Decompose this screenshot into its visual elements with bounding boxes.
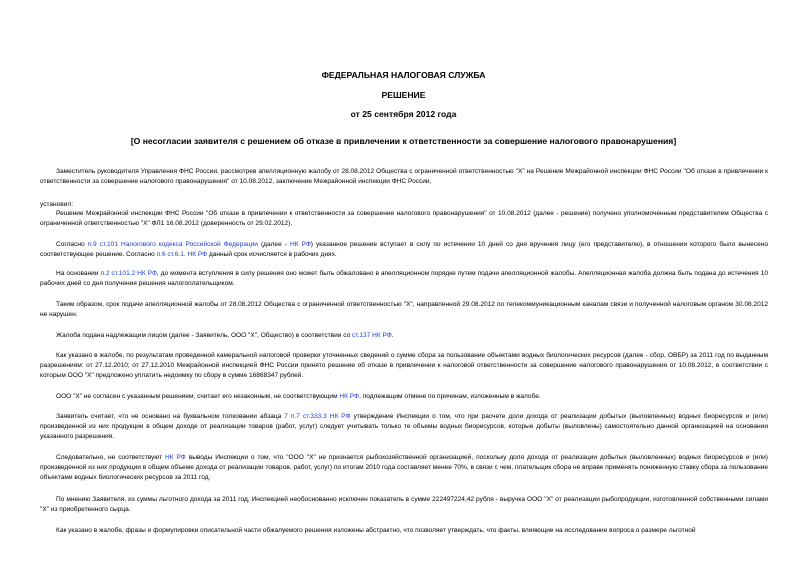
agency-title: ФЕДЕРАЛЬНАЯ НАЛОГОВАЯ СЛУЖБА — [321, 70, 486, 80]
document-date: от 25 сентября 2012 года — [350, 109, 457, 119]
text-segment: Следовательно, не соответствуют — [56, 454, 166, 461]
link-p2-art101-2[interactable]: п.2 ст.101.2 НК РФ — [100, 270, 157, 277]
link-nk-rf[interactable]: НК РФ — [289, 241, 311, 248]
paragraph-entry-into-force — [40, 240, 768, 260]
text-segment: , подлежащим отмене по причинам, изложенным в жалобе. — [359, 393, 541, 400]
link-nk-rf-3[interactable]: НК РФ — [165, 454, 186, 461]
text-segment: данный срок исчисляется в рабочих днях. — [207, 251, 337, 259]
paragraph-intro: Заместитель руководителя Управления ФНС России, рассмотрев апелляционную жалобу от 28.08.2012 Общества с ограниченной ответственностью "X" на Решение Межрайонной инспекции ФНС России "Об отказе в привлечении к ответственности за совершение налогового правонарушения" от 10.08.2012, заключение Межрайонной инспекции ФНС России, — [40, 168, 768, 186]
text-segment: утверждение Инспекции о том, что при расчете доли дохода от реализации добытых (выловленных) водных биоресурсов и (или) произведенной из них продукции в общем доходе от реализации товаров (работ, услуг) следует учитывать только те объемы водных биоресурсов, которые добыты (выловлены) самостоятельно данной организацией на основании указанного разрешения. — [40, 413, 768, 441]
text-segment: Согласно — [56, 241, 88, 248]
paragraph-complaint-phrases: Как указано в жалобе, фразы и формулировки описательной части обжалуемого решения изложены абстрактно, что позволяет утверждать, что факты, влияющие на исследование вопроса о размере льготной — [56, 527, 696, 534]
text-segment: . — [391, 332, 394, 339]
paragraph-proper-person — [40, 331, 768, 341]
link-art333-3[interactable]: 7 п.7 ст.333.3 НК РФ — [284, 413, 351, 420]
paragraph-applicant-opinion: По мнению Заявителя, из суммы льготного дохода за 2011 год, Инспекцией необоснованно исключен показатель в сумме 222497224,42 рубля - выручка ООО "X" от реализации рыбопродукции, изготовленной собственными силами "X" из приобретенного сырца. — [40, 496, 768, 514]
paragraph-decision-received: Решение Межрайонной инспекции ФНС России "Об отказе в привлечении к ответственности за совершение налогового правонарушения" от 10.08.2012 (далее - решение) получено уполномоченным представителем Общества с ограниченной ответственностью "X" ФЛ1 16.08.2012 (доверенность от 29.02.2012). — [40, 210, 768, 228]
link-tax-code[interactable]: Налогового кодекса Российской Федерации — [121, 241, 258, 248]
text-segment: (далее - — [257, 241, 290, 248]
text-segment: выводы Инспекции о том, что "ООО "X" не признается рыбохозяйственной организацией, поскольку доля дохода от реализации добытых (выловленных) водных биоресурсов и (или) произведенной из них продукции в общем объеме дохода от реализации товаров, работ, услуг) по итогам 2010 года составляет менее 70%, в связи с чем, плательщик сбора не вправе применять пониженную ставку сбора за пользование объектами водных биологических ресурсов за 2011 год. — [40, 454, 768, 482]
paragraph-applicant-position — [40, 412, 768, 443]
paragraph-conclusions — [40, 453, 768, 484]
document-type: РЕШЕНИЕ — [381, 90, 426, 100]
document-subject: [О несогласии заявителя с решением об отказе в привлечении к ответственности за совершение налогового правонарушения] — [130, 136, 677, 146]
text-segment: , до момента вступления в силу решения оно может быть обжаловано в апелляционном порядке путем подачи апелляционной жалобы. Апелляционная жалоба должна быть подана до истечения 10 рабочих дней со дня получения решения налогоплательщиком. — [40, 270, 768, 288]
link-p9-art101[interactable]: п.9 ст.101 — [87, 241, 118, 248]
paragraph-appeal-deadline — [40, 269, 768, 289]
link-nk-rf-2[interactable]: НК РФ — [339, 393, 360, 400]
paragraph-deadline-not-violated: Таким образом, срок подачи апелляционной жалобы от 28.08.2012 Общества с ограниченной ответственностью "X", направленной 29.08.2012 по телекоммуникационным каналам связи и полученной налоговым органом 30.08.2012 не нарушен. — [40, 301, 768, 319]
link-p6-art6-1[interactable]: п.6 ст.6.1. НК РФ — [156, 251, 208, 259]
paragraph-audit-results: Как указано в жалобе, по результатам проведенной камеральной налоговой проверки уточненных сведений о сумме сбора за пользование объектами водных биологических ресурсов (далее - сбор, ОВБР) за 2011 год по выданным разрешениям: от 27.12.2010; от 27.12.2010 Межрайонной инспекцией ФНС России принято решение об отказе в привлечении к налоговой ответственности за совершение налогового правонарушения от 10.08.2012, в соответствии с которым ООО "X" предложено уплатить недоимку по сбору в сумме 16868347 рублей. — [40, 352, 768, 380]
paragraph-established: установил: — [40, 201, 74, 208]
text-segment: ООО "X" не согласен с указанным решением, считает его незаконным, не соответствующим — [56, 393, 340, 400]
text-segment: На основании — [56, 270, 101, 277]
paragraph-disagreement — [40, 392, 768, 402]
link-art137[interactable]: ст.137 НК РФ — [352, 332, 392, 339]
text-segment: Жалоба подана надлежащим лицом (далее - Заявитель, ООО "X", Общество) в соответствии со — [56, 332, 353, 339]
text-segment: ) указанное решение вступает в силу по истечении 10 дней со дня вручения лицу (его представителю), в отношении которого было вынесено соответствующее решение. Согласно — [40, 241, 768, 259]
text-segment: Заявитель считает, что не основано на буквальном толковании абзаца — [56, 413, 285, 420]
